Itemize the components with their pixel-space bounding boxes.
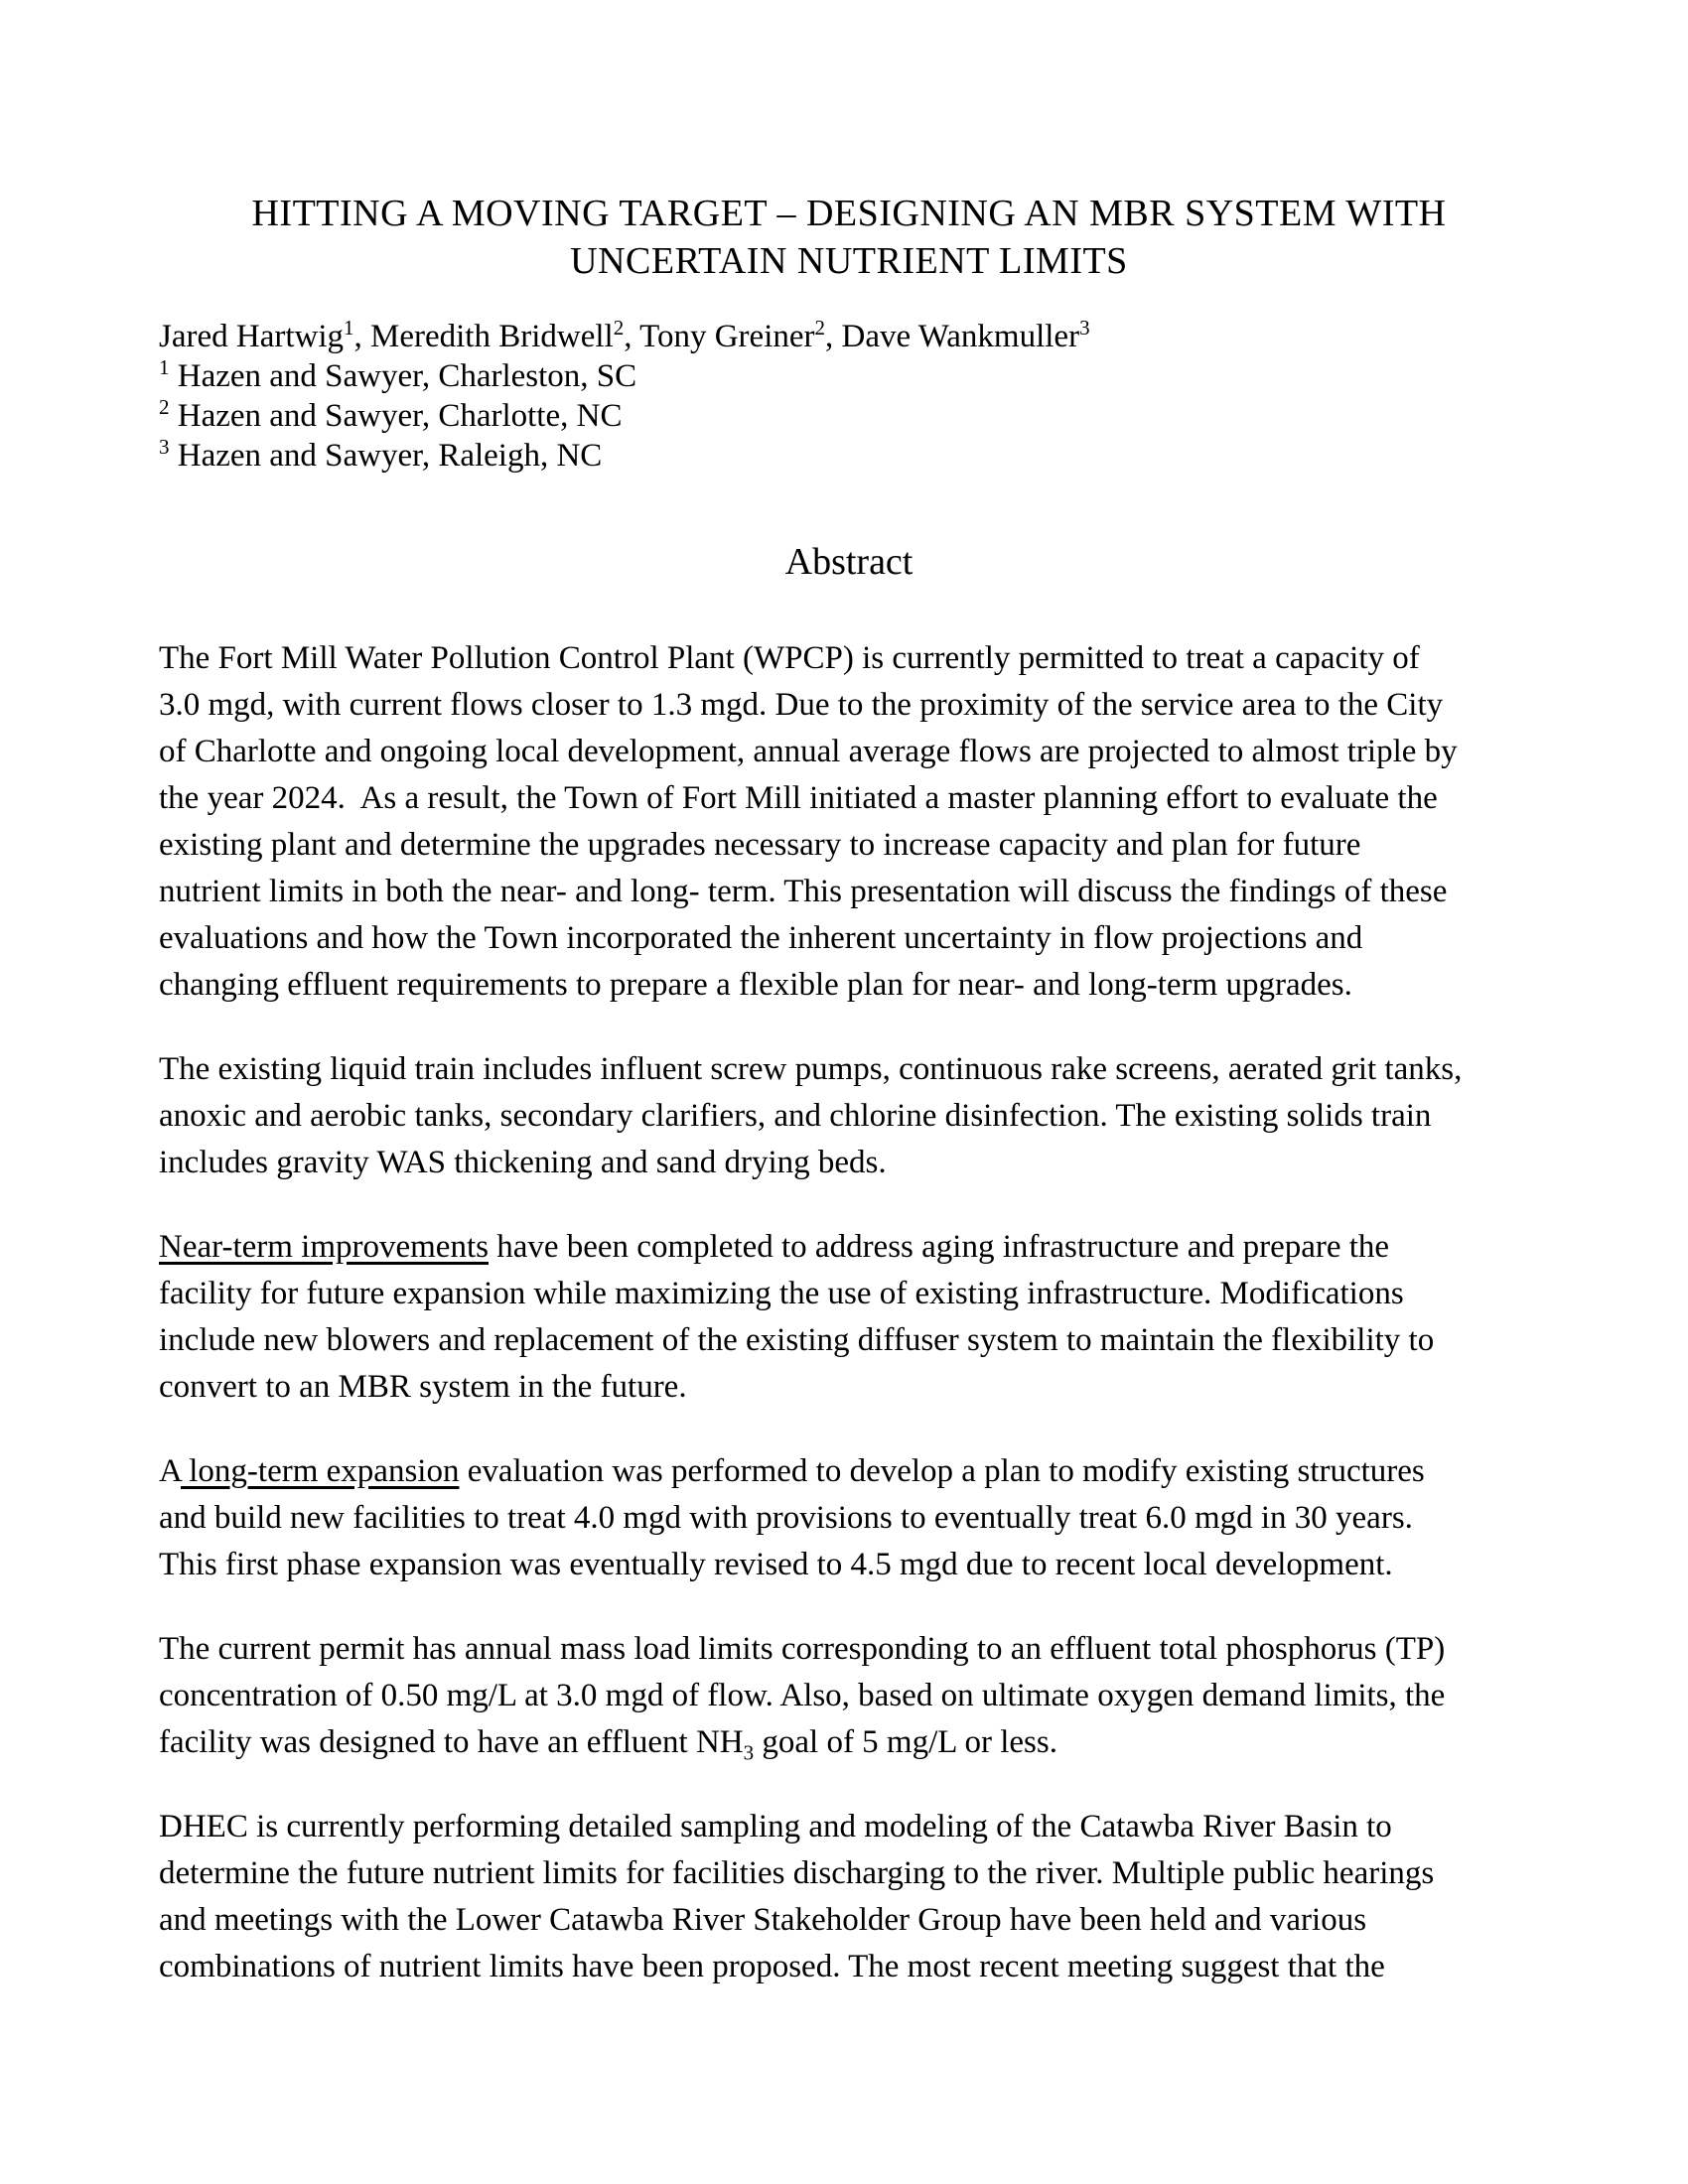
text-segment: and build new facilities to treat 4.0 mgd with provisions to eventually treat 6.0 mgd in 30 years. (159, 1500, 1413, 1536)
text-segment: The current permit has annual mass load limits corresponding to an effluent total phosphorus (TP) (159, 1631, 1446, 1667)
page-title (159, 190, 1539, 285)
text-segment: concentration of 0.50 mg/L at 3.0 mgd of flow. Also, based on ultimate oxygen demand limits, the (159, 1678, 1446, 1713)
text-line (159, 1495, 1539, 1542)
paragraph (159, 1224, 1539, 1411)
text-line (159, 1224, 1539, 1271)
text-line (159, 682, 1539, 729)
text-line (159, 1850, 1539, 1897)
authors-line (159, 317, 1539, 356)
text-segment: have been completed to address aging infrastructure and prepare the (488, 1229, 1390, 1265)
text-line (159, 1673, 1539, 1719)
text-line (159, 1046, 1539, 1093)
affiliation-line (159, 436, 1539, 476)
text-segment: existing plant and determine the upgrades necessary to increase capacity and plan for future (159, 827, 1361, 863)
text-segment: 2 (814, 316, 825, 340)
page-content (159, 0, 1539, 2028)
text-segment: the year 2024. As a result, the Town of Fort Mill initiated a master planning effort to evaluate the (159, 780, 1438, 816)
text-line (159, 915, 1539, 962)
text-segment: 1 (344, 316, 354, 340)
paragraph (159, 1626, 1539, 1766)
text-segment: nutrient limits in both the near- and long- term. This presentation will discuss the findings of these (159, 874, 1448, 909)
text-line (159, 1140, 1539, 1186)
text-segment: , Meredith Bridwell (353, 319, 614, 354)
paragraph (159, 1804, 1539, 1990)
text-segment: combinations of nutrient limits have been proposed. The most recent meeting suggest that the (159, 1949, 1385, 1984)
text-line (159, 1944, 1539, 1990)
text-segment: goal of 5 mg/L or less. (754, 1724, 1057, 1760)
text-segment: , Tony Greiner (624, 319, 815, 354)
abstract-heading: Abstract (784, 541, 914, 583)
text-segment: of Charlotte and ongoing local development, annual average flows are projected to almost triple by (159, 734, 1458, 769)
affiliation-line (159, 396, 1539, 436)
text-segment: convert to an MBR system in the future. (159, 1369, 687, 1405)
text-segment: 2 (159, 395, 170, 419)
text-segment: includes gravity WAS thickening and sand drying beds. (159, 1145, 887, 1180)
abstract-body (159, 635, 1539, 1990)
text-segment: , Dave Wankmuller (825, 319, 1080, 354)
text-line (159, 1364, 1539, 1411)
text-segment: evaluation was performed to develop a plan to modify existing structures (459, 1453, 1425, 1489)
text-segment: 3 (743, 1740, 755, 1765)
text-segment: 3 (1079, 316, 1090, 340)
text-segment: A (159, 1453, 182, 1489)
text-segment: determine the future nutrient limits for facilities discharging to the river. Multiple public hearings (159, 1855, 1435, 1891)
text-segment: Near-term improvements (159, 1229, 489, 1265)
text-segment: anoxic and aerobic tanks, secondary clarifiers, and chlorine disinfection. The existing solids train (159, 1098, 1432, 1134)
text-line (159, 1542, 1539, 1588)
text-line (159, 1317, 1539, 1364)
text-segment: 3 (159, 435, 170, 459)
text-line (159, 1093, 1539, 1140)
affiliation-line (159, 356, 1539, 396)
text-line (159, 729, 1539, 775)
paragraph (159, 635, 1539, 1009)
text-line (159, 1897, 1539, 1944)
paragraph (159, 1046, 1539, 1186)
text-segment: and meetings with the Lower Catawba River Stakeholder Group have been held and various (159, 1902, 1367, 1938)
text-segment: 1 (159, 355, 170, 379)
text-segment: facility was designed to have an effluent NH (159, 1724, 744, 1760)
text-segment: Jared Hartwig (159, 319, 345, 354)
text-segment: include new blowers and replacement of the existing diffuser system to maintain the flexibility to (159, 1322, 1435, 1358)
title-line-2: UNCERTAIN NUTRIENT LIMITS (570, 240, 1128, 282)
text-segment: Hazen and Sawyer, Raleigh, NC (169, 438, 603, 474)
text-line (159, 1448, 1539, 1495)
text-segment: DHEC is currently performing detailed sampling and modeling of the Catawba River Basin to (159, 1809, 1392, 1844)
text-segment: Hazen and Sawyer, Charlotte, NC (169, 398, 623, 434)
paragraph (159, 1448, 1539, 1588)
title-line-1: HITTING A MOVING TARGET – DESIGNING AN MBR SYSTEM WITH (251, 193, 1447, 234)
text-line (159, 822, 1539, 869)
text-segment: Hazen and Sawyer, Charleston, SC (169, 358, 637, 394)
text-line (159, 962, 1539, 1009)
text-line (159, 1804, 1539, 1850)
text-line (159, 1626, 1539, 1673)
affiliations-block (159, 356, 1539, 476)
text-segment: long-term expansion (181, 1453, 460, 1489)
text-segment: changing effluent requirements to prepare a flexible plan for near- and long-term upgrades. (159, 967, 1352, 1003)
text-line (159, 635, 1539, 682)
text-segment: The existing liquid train includes influent screw pumps, continuous rake screens, aerated grit tanks, (159, 1051, 1463, 1087)
text-segment: 2 (613, 316, 625, 340)
text-line (159, 869, 1539, 915)
text-segment: 3.0 mgd, with current flows closer to 1.3 mgd. Due to the proximity of the service area to the City (159, 687, 1444, 723)
text-segment: The Fort Mill Water Pollution Control Plant (WPCP) is currently permitted to treat a capacity of (159, 640, 1420, 676)
text-segment: evaluations and how the Town incorporated the inherent uncertainty in flow projections and (159, 920, 1363, 956)
text-line (159, 1719, 1539, 1766)
text-segment: facility for future expansion while maximizing the use of existing infrastructure. Modifications (159, 1276, 1404, 1311)
text-line (159, 775, 1539, 822)
text-line (159, 1271, 1539, 1317)
text-segment: This first phase expansion was eventually revised to 4.5 mgd due to recent local development. (159, 1547, 1393, 1582)
